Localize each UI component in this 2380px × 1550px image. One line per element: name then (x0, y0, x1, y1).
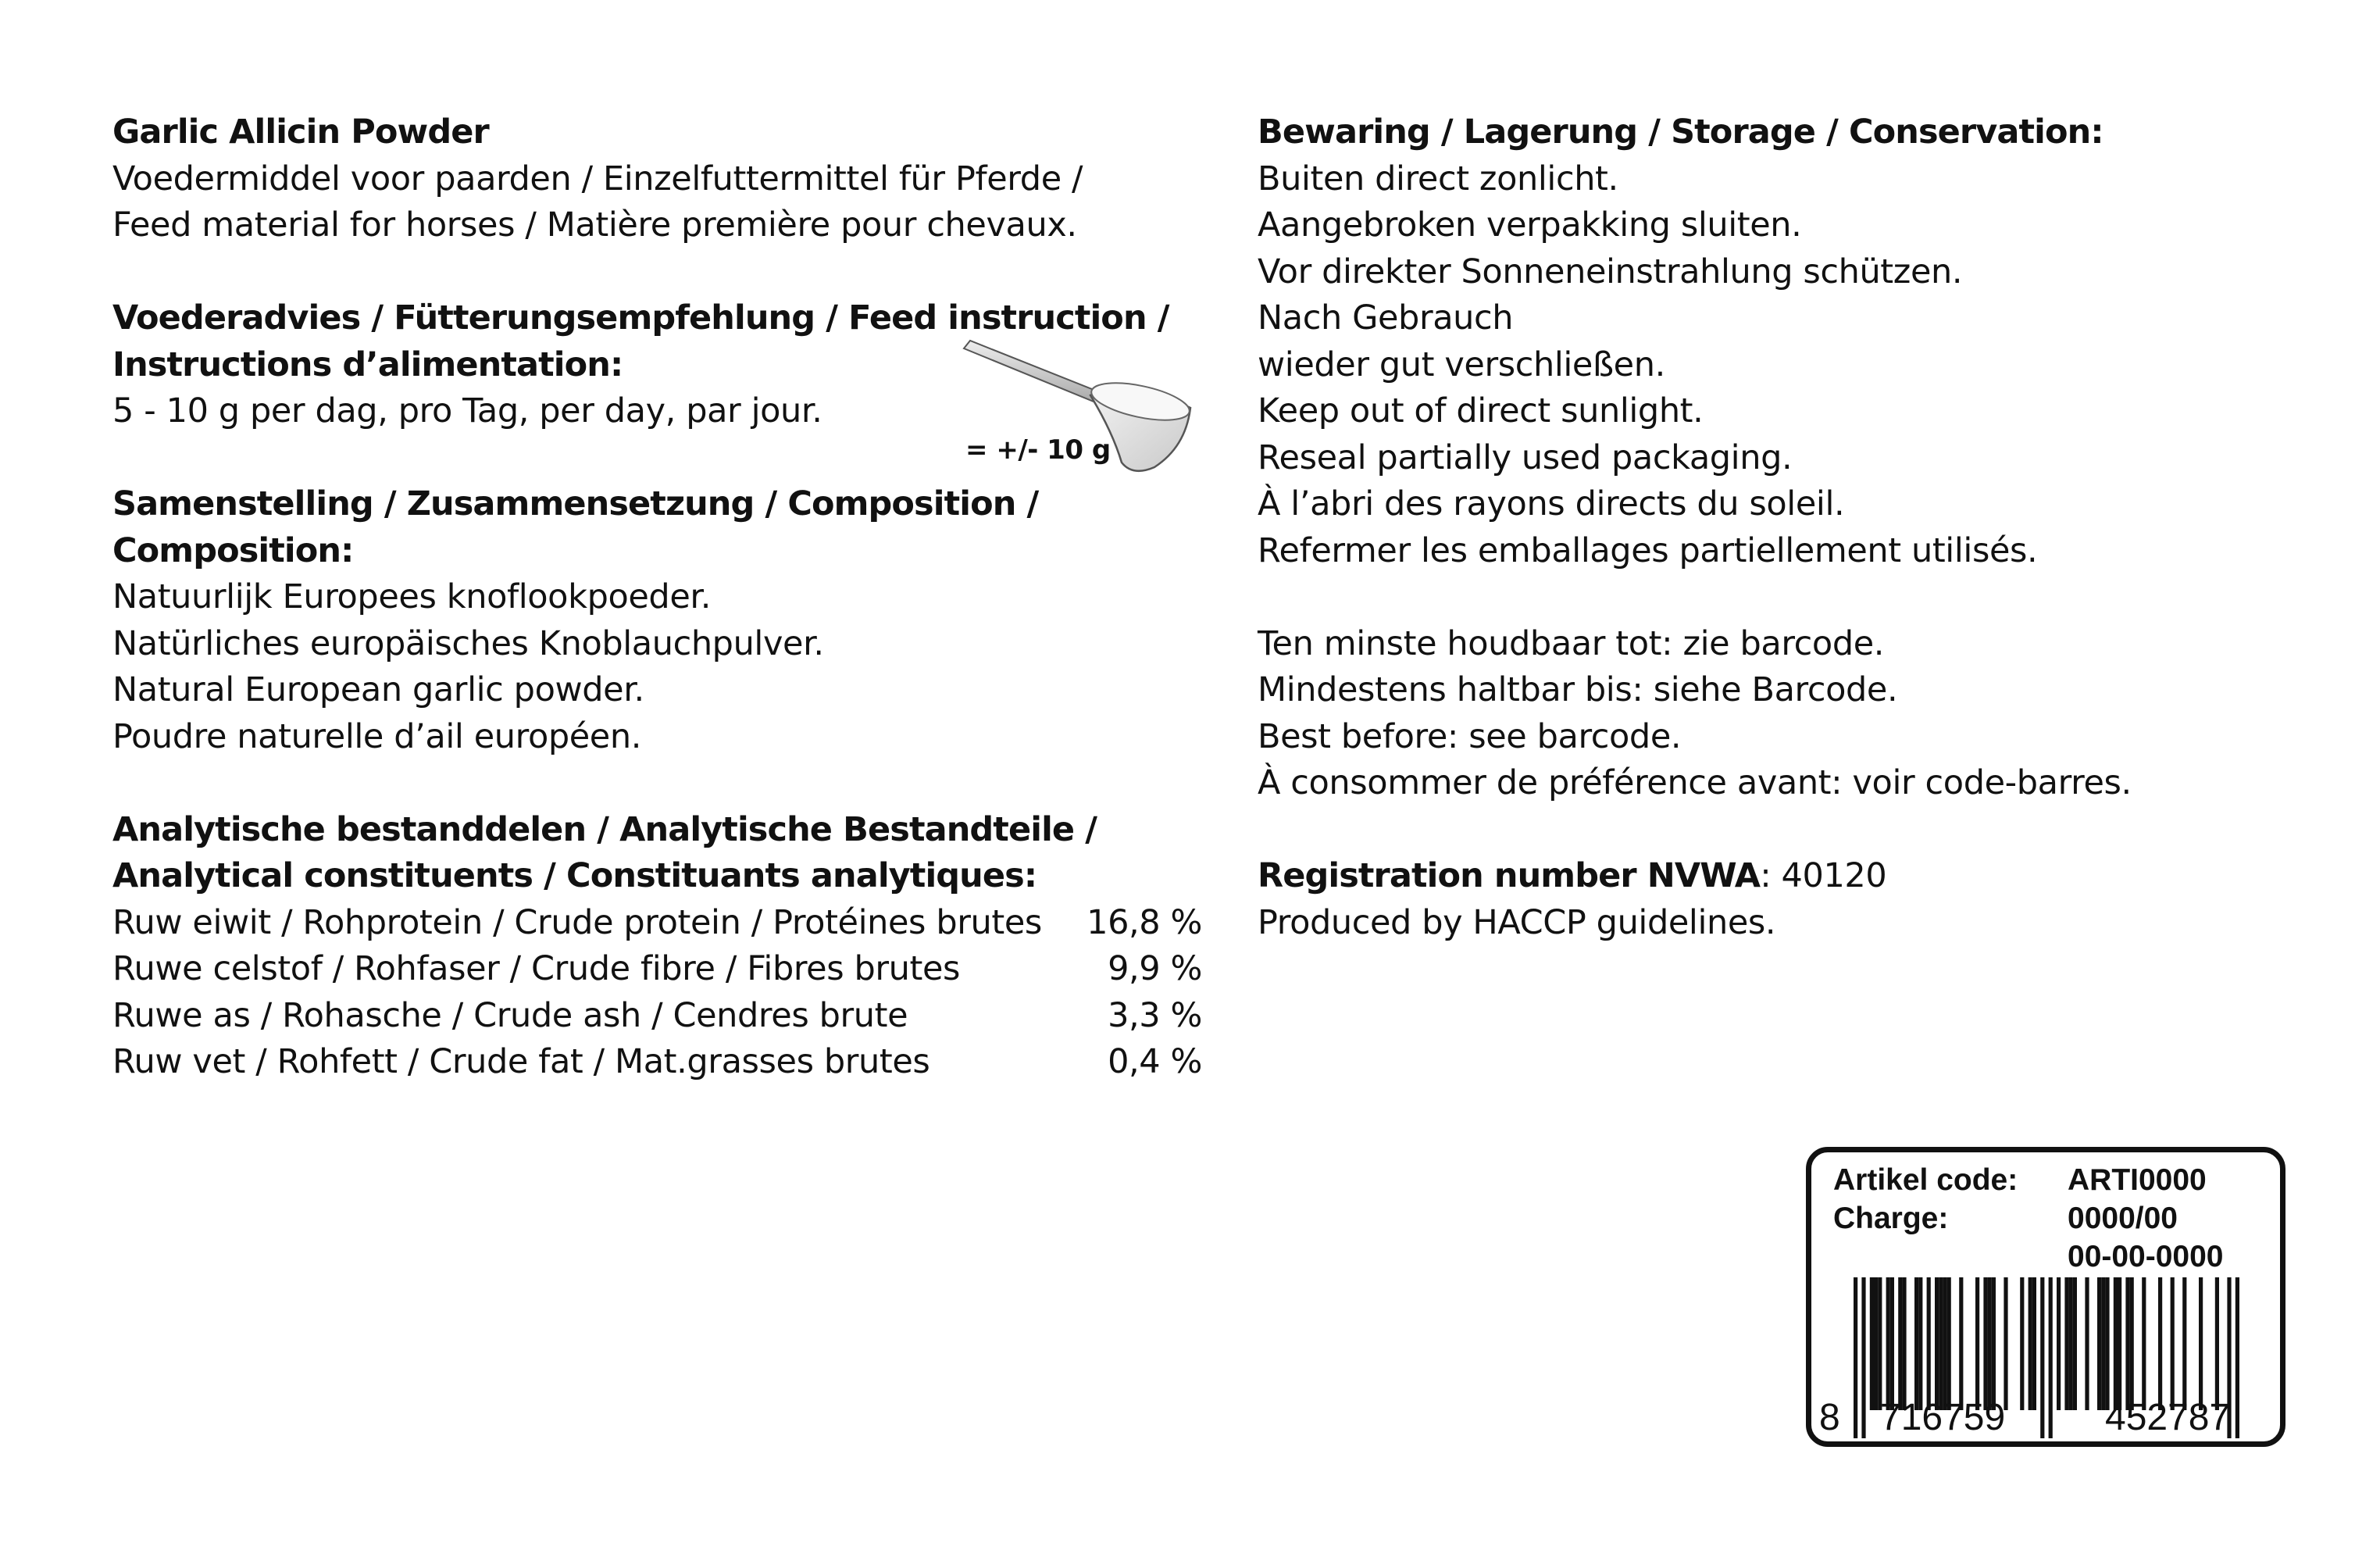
product-description-line: Feed material for horses / Matière première pour chevaux. (112, 205, 1077, 245)
analytic-label: Ruw eiwit / Rohprotein / Crude protein / Protéines brutes (112, 902, 1042, 942)
barcode-first-digit: 8 (1819, 1397, 1840, 1438)
barcode-bar (1935, 1277, 1939, 1410)
best-before-line: Mindestens haltbar bis: siehe Barcode. (1258, 670, 1898, 709)
barcode-bar (2101, 1277, 2105, 1410)
storage-line: Buiten direct zonlicht. (1258, 159, 1618, 198)
barcode-bar (2029, 1277, 2032, 1410)
barcode-bar (1870, 1277, 1874, 1410)
barcode-bar (2182, 1277, 2186, 1410)
barcode-bar (1992, 1277, 1996, 1410)
analytic-value: 9,9 % (1108, 949, 1202, 988)
article-label-box (1806, 1147, 2285, 1447)
produced-line: Produced by HACCP guidelines. (1258, 902, 1776, 942)
analytic-label: Ruw vet / Rohfett / Crude fat / Mat.grasses brutes (112, 1042, 930, 1081)
barcode-bar (1914, 1277, 1918, 1410)
analytic-heading: Analytical constituents / Constituants analytiques: (112, 856, 1037, 895)
storage-line: Aangebroken verpakking sluiten. (1258, 205, 1802, 245)
barcode-bar (2199, 1277, 2203, 1410)
storage-line: Refermer les emballages partiellement utilisés. (1258, 530, 2038, 570)
barcode-bar (2142, 1277, 2146, 1410)
analytic-heading: Analytische bestanddelen / Analytische Bestandteile / (112, 809, 1097, 849)
date-value: 00-00-0000 (2068, 1240, 2224, 1273)
barcode-bar (2171, 1277, 2175, 1410)
barcode-bar (1983, 1277, 1987, 1410)
analytic-value: 0,4 % (1108, 1042, 1202, 1081)
feed-instruction-text: 5 - 10 g per dag, pro Tag, per day, par jour. (112, 391, 822, 430)
barcode-bar (1927, 1277, 1931, 1410)
charge-key: Charge: (1833, 1202, 1949, 1235)
analytic-row (112, 1039, 1202, 1086)
barcode-bar (1890, 1277, 1894, 1410)
barcode-bar (1947, 1277, 1951, 1410)
barcode-bar (2057, 1277, 2061, 1410)
barcode-bar (1939, 1277, 1943, 1410)
barcode-bar (2235, 1277, 2239, 1438)
barcode-bar (2118, 1277, 2121, 1410)
barcode-bar (1878, 1277, 1882, 1410)
analytic-row (112, 946, 1202, 993)
charge-value: 0000/00 (2068, 1202, 2178, 1235)
right-column (1258, 109, 2273, 946)
storage-line: À l’abri des rayons directs du soleil. (1258, 484, 1845, 523)
composition-line: Natürliches europäisches Knoblauchpulver. (112, 623, 824, 663)
barcode-bar (2158, 1277, 2162, 1410)
storage-heading: Bewaring / Lagerung / Storage / Conservation: (1258, 112, 2103, 152)
barcode-bar (2073, 1277, 2077, 1410)
barcode-bar (1861, 1277, 1865, 1438)
barcode-right-digits: 452787 (2105, 1397, 2231, 1438)
barcode-bar (1988, 1277, 1992, 1410)
composition-line: Natural European garlic powder. (112, 670, 644, 709)
composition-heading: Composition: (112, 530, 354, 570)
barcode-bar (1886, 1277, 1890, 1410)
barcode-bar (2105, 1277, 2109, 1410)
barcode-bar (2020, 1277, 2024, 1410)
barcode-bar (2114, 1277, 2118, 1410)
composition-line: Natuurlijk Europees knoflookpoeder. (112, 577, 711, 616)
analytic-row (112, 900, 1202, 947)
storage-line: Keep out of direct sunlight. (1258, 391, 1704, 430)
scoop-amount-label: = +/- 10 g (965, 434, 1111, 466)
storage-line: Nach Gebrauch (1258, 298, 1514, 338)
product-title: Garlic Allicin Powder (112, 112, 489, 152)
barcode-bar (2097, 1277, 2101, 1410)
analytic-value: 3,3 % (1108, 995, 1202, 1035)
storage-line: wieder gut verschließen. (1258, 345, 1665, 384)
article-code-value: ARTI0000 (2068, 1163, 2207, 1197)
best-before-line: À consommer de préférence avant: voir code-barres. (1258, 763, 2132, 802)
feed-instruction-heading: Instructions d’alimentation: (112, 345, 623, 384)
storage-line: Vor direkter Sonneneinstrahlung schützen. (1258, 252, 1963, 291)
barcode-bar (1874, 1277, 1878, 1410)
article-code-key: Artikel code: (1833, 1163, 2018, 1197)
analytic-row (112, 993, 1202, 1040)
barcode-bar (1902, 1277, 1906, 1410)
barcode-bar (2032, 1277, 2036, 1410)
barcode-bar (1943, 1277, 1946, 1410)
barcode-bar (1918, 1277, 1922, 1410)
composition-heading: Samenstelling / Zusammensetzung / Composition / (112, 484, 1039, 523)
barcode-left-digits: 716759 (1880, 1397, 2006, 1438)
barcode-bar (2125, 1277, 2129, 1410)
barcode-bar (1898, 1277, 1902, 1410)
storage-line: Reseal partially used packaging. (1258, 438, 1793, 477)
barcode-bar (1975, 1277, 1979, 1410)
registration-line (1258, 853, 2273, 900)
analytic-label: Ruwe celstof / Rohfaser / Crude fibre / Fibres brutes (112, 949, 961, 988)
barcode-bar (1959, 1277, 1963, 1410)
analytic-value: 16,8 % (1087, 902, 1202, 942)
product-description-line: Voedermiddel voor paarden / Einzelfuttermittel für Pferde / (112, 159, 1083, 198)
composition-line: Poudre naturelle d’ail européen. (112, 716, 641, 756)
barcode-bar (2085, 1277, 2089, 1410)
best-before-line: Ten minste houdbaar tot: zie barcode. (1258, 623, 1885, 663)
registration-value: : 40120 (1760, 856, 1887, 895)
barcode-bar (2004, 1277, 2007, 1410)
barcode-bar (2064, 1277, 2068, 1410)
feed-instruction-heading: Voederadvies / Fütterungsempfehlung / Feed instruction / (112, 298, 1169, 338)
barcode-bar (1854, 1277, 1857, 1438)
barcode-bar (2049, 1277, 2053, 1438)
barcode-bar (2215, 1277, 2219, 1410)
barcode-bar (2130, 1277, 2134, 1410)
left-column (112, 109, 1222, 1086)
barcode-bar (2069, 1277, 2073, 1410)
registration-label: Registration number NVWA (1258, 856, 1761, 895)
best-before-line: Best before: see barcode. (1258, 716, 1682, 756)
barcode-bar (2040, 1277, 2044, 1438)
analytic-label: Ruwe as / Rohasche / Crude ash / Cendres brute (112, 995, 908, 1035)
